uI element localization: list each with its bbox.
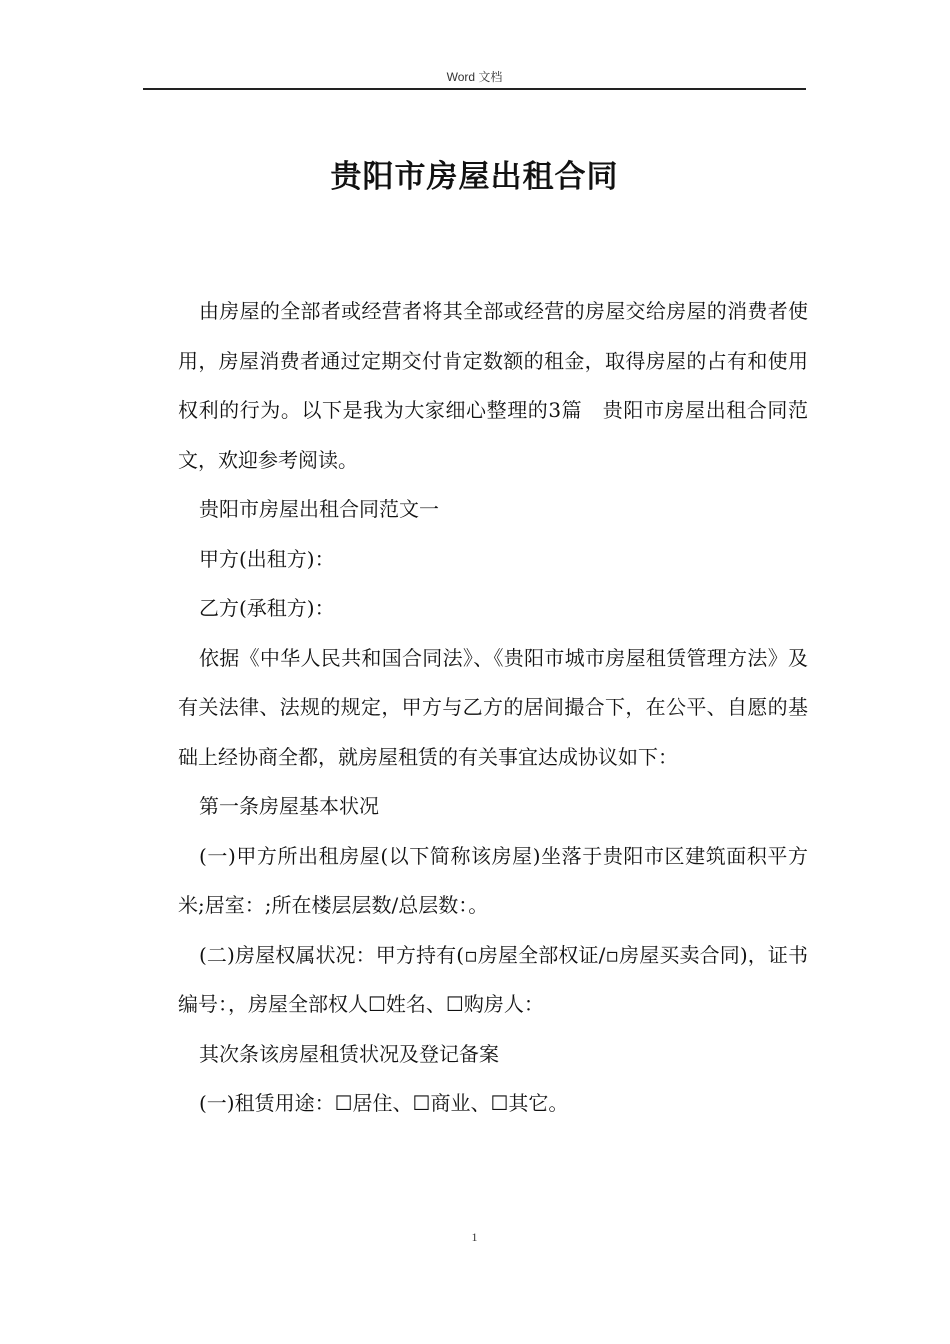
page-header (143, 66, 806, 90)
paragraph-legal-basis: 依据《中华人民共和国合同法》、《贵阳市城市房屋租赁管理方法》及有关法律、法规的规定，甲方与乙方的居间撮合下，在公平、自愿的基础上经协商全都，就房屋租赁的有关事宜达成协议如下： (178, 645, 808, 769)
paragraph-heading-sample-one: 贵阳市房屋出租合同范文一 (199, 497, 439, 521)
paragraph-party-b: 乙方(承租方)： (199, 596, 335, 620)
paragraph-article-one: 第一条房屋基本状况 (199, 794, 379, 818)
paragraph-party-a: 甲方(出租方)： (199, 546, 335, 571)
document-title: 贵阳市房屋出租合同 (330, 159, 619, 195)
paragraph-lease-purpose: (一)租赁用途：☐居住、☐商业、☐其它。 (199, 1091, 569, 1115)
paragraph-ownership: (二)房屋权属状况：甲方持有(▫房屋全部权证/▫房屋买卖合同)，证书编号：，房屋全部权人☐姓名、☐购房人： (178, 942, 808, 1016)
header-text: Word 文档 (446, 70, 503, 84)
paragraph-house-location: (一)甲方所出租房屋(以下简称该房屋)坐落于贵阳市区建筑面积平方米;居室：;所在楼层层数/总层数：。 (178, 843, 808, 917)
document-body (178, 287, 808, 1129)
page-number: 1 (471, 1230, 478, 1244)
paragraph-intro: 由房屋的全部者或经营者将其全部或经营的房屋交给房屋的消费者使用，房屋消费者通过定期交付肯定数额的租金，取得房屋的占有和使用权利的行为。以下是我为大家细心整理的3篇 贵阳市房屋出租合同范文，欢迎参考阅读。 (178, 299, 808, 472)
paragraph-article-two: 其次条该房屋租赁状况及登记备案 (199, 1041, 499, 1066)
